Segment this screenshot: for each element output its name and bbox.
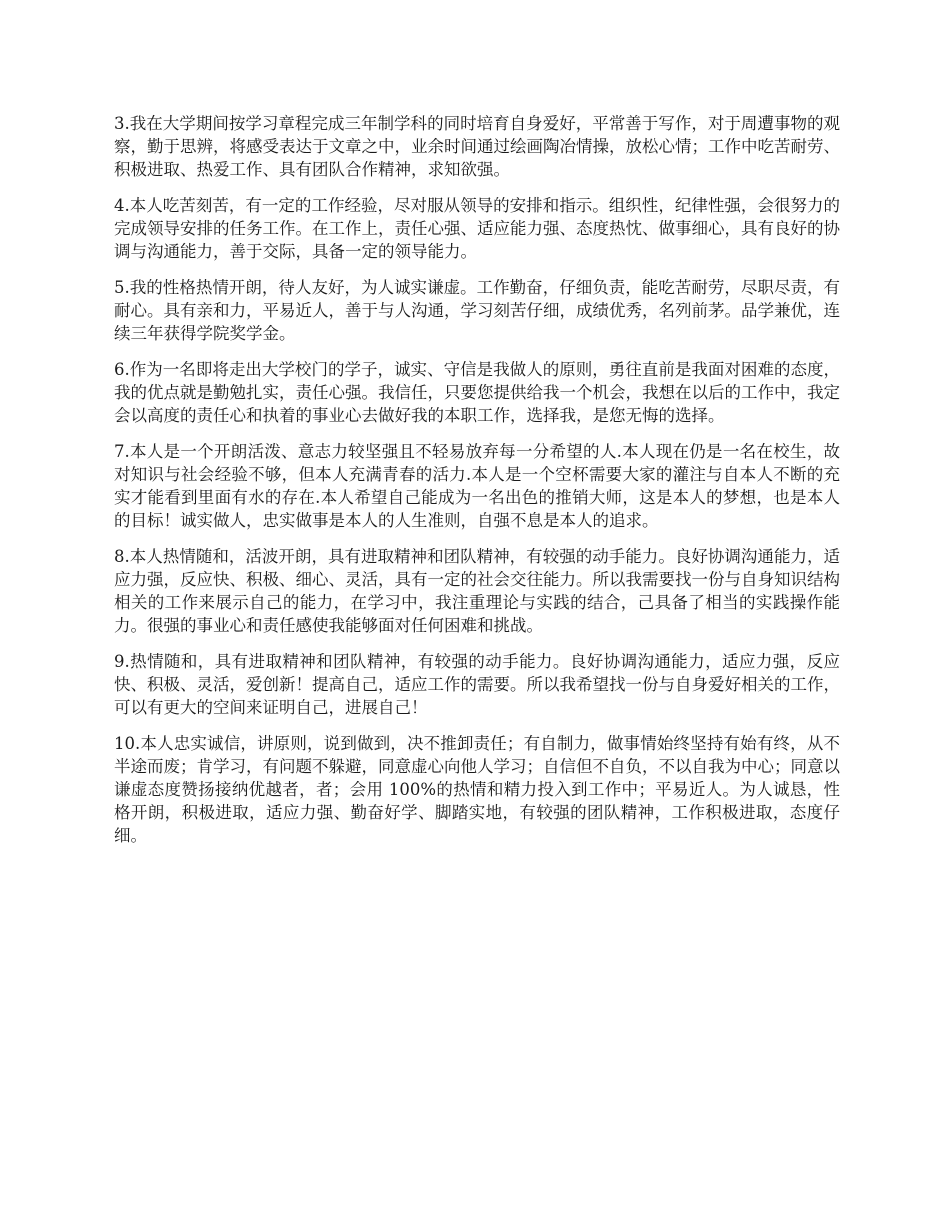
paragraph-8: 8.本人热情随和，活波开朗，具有进取精神和团队精神，有较强的动手能力。良好协调沟通能力，适应力强，反应快、积极、细心、灵活，具有一定的社会交往能力。所以我需要找一份与自身知识结构相关的工作来展示自己的能力，在学习中，我注重理论与实践的结合，己具备了相当的实践操作能力。很强的事业心和责任感使我能够面对任何困难和挑战。 <box>114 547 840 635</box>
document-page <box>114 112 840 860</box>
paragraph-5: 5.我的性格热情开朗，待人友好，为人诚实谦虚。工作勤奋，仔细负责，能吃苦耐劳，尽职尽责，有耐心。具有亲和力，平易近人，善于与人沟通，学习刻苦仔细，成绩优秀，名列前茅。品学兼优，连续三年获得学院奖学金。 <box>114 278 840 343</box>
paragraph-4: 4.本人吃苦刻苦，有一定的工作经验，尽对服从领导的安排和指示。组织性，纪律性强，会很努力的完成领导安排的任务工作。在工作上，责任心强、适应能力强、态度热忱、做事细心，具有良好的协调与沟通能力，善于交际，具备一定的领导能力。 <box>114 196 840 261</box>
paragraph-3: 3.我在大学期间按学习章程完成三年制学科的同时培育自身爱好，平常善于写作，对于周遭事物的观察，勤于思辨，将感受表达于文章之中，业余时间通过绘画陶冶情操，放松心情；工作中吃苦耐劳、积极进取、热爱工作、具有团队合作精神，求知欲强。 <box>114 114 840 179</box>
paragraph-9: 9.热情随和，具有进取精神和团队精神，有较强的动手能力。良好协调沟通能力，适应力强，反应快、积极、灵活，爱创新！提高自己，适应工作的需要。所以我希望找一份与自身爱好相关的工作，可以有更大的空间来证明自己，进展自己！ <box>114 652 840 717</box>
paragraph-7: 7.本人是一个开朗活泼、意志力较坚强且不轻易放弃每一分希望的人.本人现在仍是一名在校生，故对知识与社会经验不够，但本人充满青春的活力.本人是一个空杯需要大家的灌注与自本人不断的充实才能看到里面有水的存在.本人希望自己能成为一名出色的推销大师，这是本人的梦想，也是本人的目标！诚实做人，忠实做事是本人的人生准则，自强不息是本人的追求。 <box>114 442 840 530</box>
paragraph-10: 10.本人忠实诚信，讲原则，说到做到，决不推卸责任；有自制力，做事情始终坚持有始有终，从不半途而废；肯学习，有问题不躲避，同意虚心向他人学习；自信但不自负，不以自我为中心；同意以谦虚态度赞扬接纳优越者，者；会用 100%的热情和精力投入到工作中；平易近人。为人诚恳，性格开朗，积极进取，适应力强、勤奋好学、脚踏实地，有较强的团队精神，工作积极进取，态度仔细。 <box>114 734 840 845</box>
paragraph-6: 6.作为一名即将走出大学校门的学子，诚实、守信是我做人的原则，勇往直前是我面对困难的态度，我的优点就是勤勉扎实，责任心强。我信任，只要您提供给我一个机会，我想在以后的工作中，我定会以高度的责任心和执着的事业心去做好我的本职工作，选择我，是您无悔的选择。 <box>114 360 840 425</box>
